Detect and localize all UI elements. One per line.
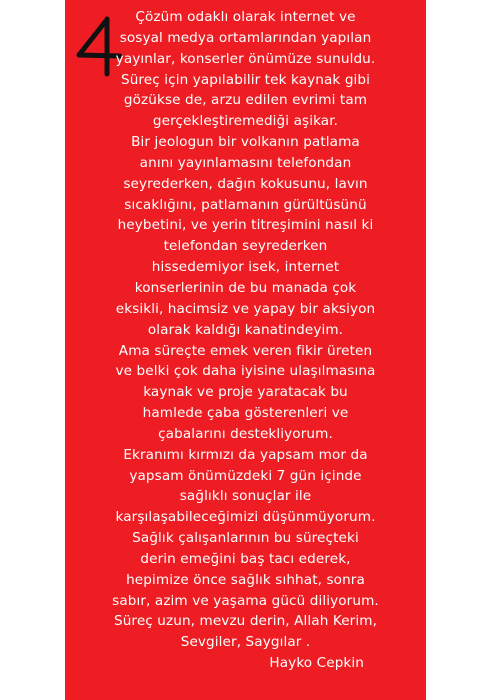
story-panel (65, 0, 426, 700)
message-line: eksikli, hacimsiz ve yapay bir aksiyon (115, 300, 376, 317)
signature: Hayko Cepkin (269, 655, 364, 672)
message-line: ve belki çok daha iyisine ulaşılmasına (115, 363, 376, 380)
message-line: gözükse de, arzu edilen evrimi tam (123, 92, 368, 109)
message-line: Sağlık çalışanlarının bu süreçteki (132, 530, 359, 547)
message-line: hepimize önce sağlık sıhhat, sonra (126, 571, 365, 588)
message-line: yapsam önümüzdeki 7 gün içinde (129, 467, 362, 484)
message-line: hamlede çaba gösterenleri ve (142, 405, 349, 422)
message-line: anını yayınlamasını telefondan (139, 154, 352, 171)
message-line: yayınlar, konserler önümüze sunuldu. (115, 50, 376, 67)
message-line: sağlıklı sonuçlar ile (179, 488, 312, 505)
message-line: sabır, azim ve yaşama gücü diliyorum. (112, 592, 379, 609)
message-line: Çözüm odaklı olarak internet ve (135, 9, 356, 25)
message-line: hissedemiyor isek, internet (151, 259, 340, 276)
message-line: Ekranımı kırmızı da yapsam mor da (123, 446, 368, 463)
message-line: gerçekleştiremediği aşikar. (152, 113, 339, 130)
message-line: Ama süreçte emek veren fikir üreten (118, 342, 373, 359)
message-line: olarak kaldığı kanatindeyim. (147, 321, 344, 338)
message-line: derin emeğini baş tacı ederek, (140, 550, 351, 567)
message-line: sıcaklığını, patlamanın gürültüsünü (124, 196, 367, 213)
message-line: sosyal medya ortamlarından yapılan (119, 29, 372, 46)
message-line: Süreç için yapılabilir tek kaynak gibi (120, 71, 371, 88)
message-line: seyrederken, dağın kokusunu, lavın (123, 175, 368, 192)
message-line: heybetini, ve yerin titreşimini nasıl ki (117, 217, 374, 234)
message-line: Sevgiler, Saygılar . (180, 634, 311, 651)
message-line: konserlerinin de bu manada çok (134, 279, 357, 296)
message-line: çabalarını destekliyorum. (158, 425, 333, 442)
message-line: karşılaşabileceğimizi düşünmüyorum. (115, 509, 376, 526)
message-line: telefondan seyrederken (163, 238, 328, 255)
message-line: Bir jeologun bir volkanın patlama (131, 134, 360, 151)
message-line: Süreç uzun, mevzu derin, Allah Kerim, (113, 613, 377, 630)
message-text (65, 7, 426, 674)
message-line: kaynak ve proje yaratacak bu (143, 384, 348, 401)
